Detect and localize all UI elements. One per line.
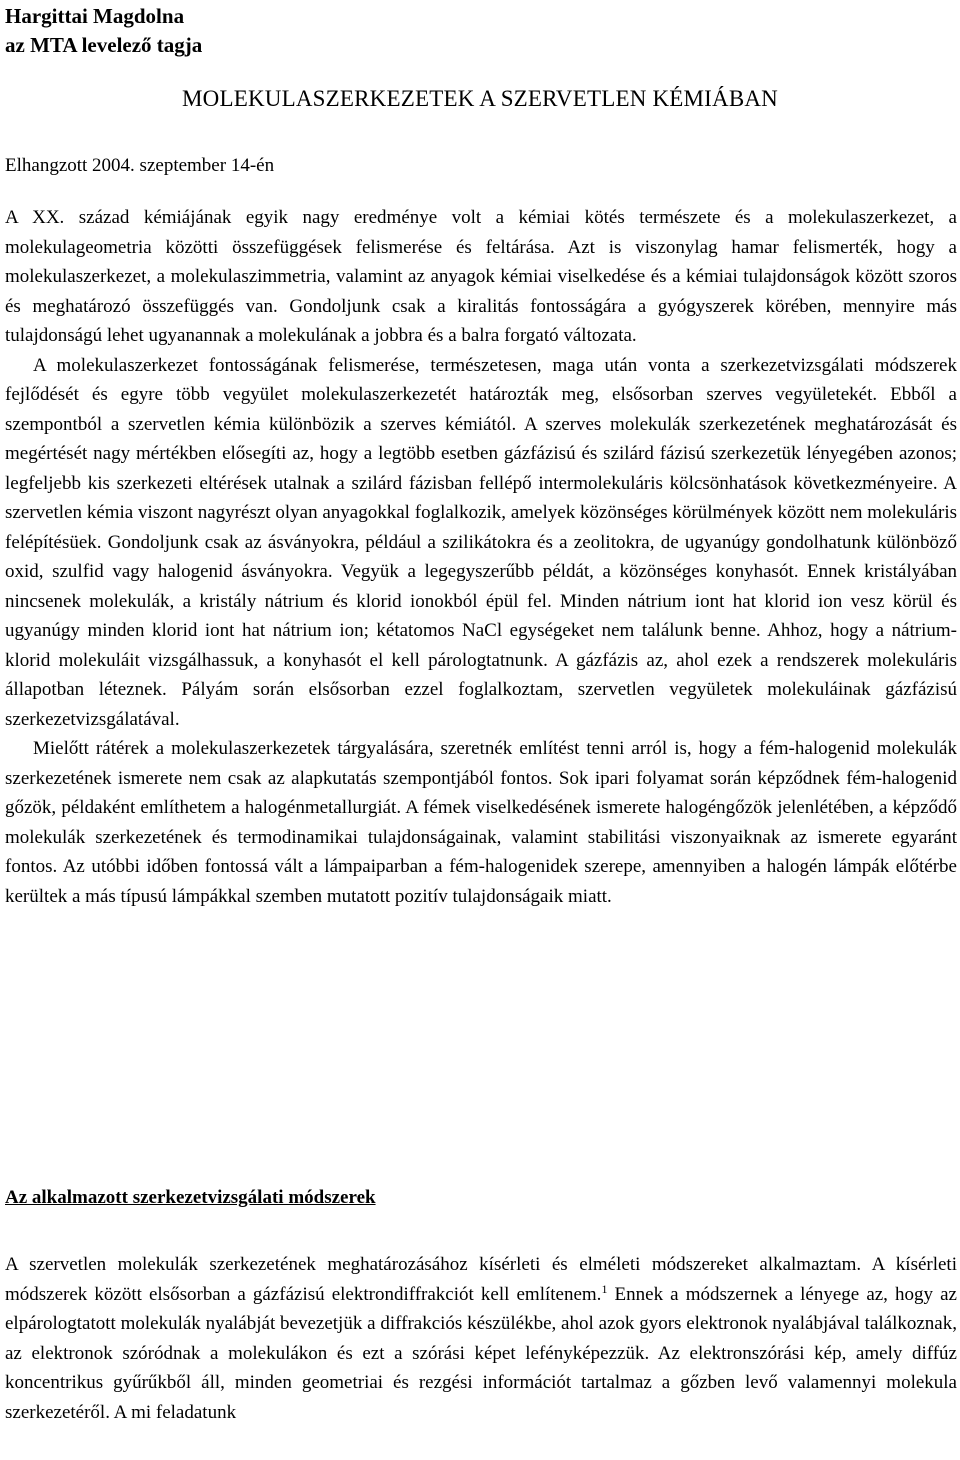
author-name: Hargittai Magdolna (5, 4, 185, 28)
date-line: Elhangzott 2004. szeptember 14-én (5, 155, 275, 176)
paragraph-1: A XX. század kémiájának egyik nagy eredménye volt a kémiai kötés természete és a molekulaszerkezet, a molekulageometria közötti összefüggések felismerése és feltárása. Azt is viszonylag hamar felismerték, hogy a molekulaszerkezet, a molekulaszimmetria, valamint az anyagok kémiai viselkedése és a kémiai tulajdonságok között szoros és meghatározó összefüggés van. Gondoljunk csak a kiralitás fontosságára a gyógyszerek körében, mennyire más tulajdonságú lehet ugyanannak a molekulának a jobbra és a balra forgató változata. (5, 207, 957, 346)
section-paragraph-part2: Ennek a módszernek a lényege az, hogy az elpárologtatott molekulák nyalábját bevezetjük a diffrakciós készülékbe, ahol azok gyors elektronok nyalábjával találkoznak, az elektronok szóródnak a molekulákon és ezt a szórási képet lefényképezzük. Az elektronszórási kép, amely diffúz koncentrikus gyűrűkből áll, minden geometriai és rezgési információt tartalmaz a gőzben levő valamennyi molekula szerkezetéről. A mi feladatunk (5, 1283, 957, 1423)
author-affiliation: az MTA levelező tagja (5, 33, 203, 57)
section-paragraph (5, 1250, 957, 1427)
section-text (5, 1250, 957, 1427)
section-paragraph-part1: A szervetlen molekulák szerkezetének meghatározásához kísérleti és elméleti módszereket alkalmaztam. A kísérleti módszerek között elsősorban a gázfázisú elektrondiffrakciót kell említenem. (5, 1254, 957, 1305)
footnote-reference: 1 (601, 1281, 608, 1296)
section-heading: Az alkalmazott szerkezetvizsgálati módszerek (5, 1187, 376, 1208)
author-block (5, 2, 202, 60)
intro-text (5, 203, 957, 911)
paragraph-2: A molekulaszerkezet fontosságának felismerése, természetesen, maga után vonta a szerkezetvizsgálati módszerek fejlődését és egyre több vegyület molekulaszerkezetét határozták meg, elsősorban szerves vegyületekét. Ebből a szempontból a szervetlen kémia különbözik a szerves kémiától. A szerves molekulák szerkezetének meghatározását és megértését nagy mértékben elősegíti az, hogy a legtöbb esetben gázfázisú és szilárd fázisú szerkezetük lényegében azonos; legfeljebb kis szerkezeti eltérések utalnak a szilárd fázisban fellépő intermolekuláris kölcsönhatások következményeire. A szervetlen kémia viszont nagyrészt olyan anyagokkal foglalkozik, amelyek közönséges körülmények között nem molekuláris felépítésüek. Gondoljunk csak az ásványokra, például a szilikátokra és a zeolitokra, de ugyanúgy gondolhatunk különböző oxid, szulfid vagy halogenid ásványokra. Vegyük a legegyszerűbb példát, a közönséges konyhasót. Ennek kristályában nincsenek molekulák, a kristály nátrium és klorid ionokból épül fel. Minden nátrium iont hat klorid ion vesz körül és ugyanúgy minden klorid iont hat nátrium ion; kétatomos NaCl egységeket nem találunk benne. Ahhoz, hogy a nátrium-klorid molekuláit vizsgálhassuk, a konyhasót el kell párologtatnunk. A gázfázis az, ahol ezek a rendszerek molekuláris állapotban léteznek. Pályám során elsősorban ezzel foglalkoztam, szervetlen vegyületek molekuláinak gázfázisú szerkezetvizsgálatával. (5, 354, 957, 730)
document-title: MOLEKULASZERKEZETEK A SZERVETLEN KÉMIÁBAN (181, 86, 778, 111)
paragraph-3: Mielőtt rátérek a molekulaszerkezetek tárgyalására, szeretnék említést tenni arról is, hogy a fém-halogenid molekulák szerkezetének ismerete nem csak az alapkutatás szempontjából fontos. Sok ipari folyamat során képződnek fém-halogenid gőzök, példaként említhetem a halogénmetallurgiát. A fémek viselkedésének ismerete halogéngőzök jelenlétében, a képződő molekulák szerkezetének és termodinamikai tulajdonságainak, valamint stabilitási viszonyaiknak az ismerete egyaránt fontos. Az utóbbi időben fontossá vált a lámpaiparban a fém-halogenidek szerepe, amennyiben a halogén lámpák előtérbe kerültek a más típusú lámpákkal szemben mutatott pozitív tulajdonságaik miatt. (5, 738, 957, 907)
